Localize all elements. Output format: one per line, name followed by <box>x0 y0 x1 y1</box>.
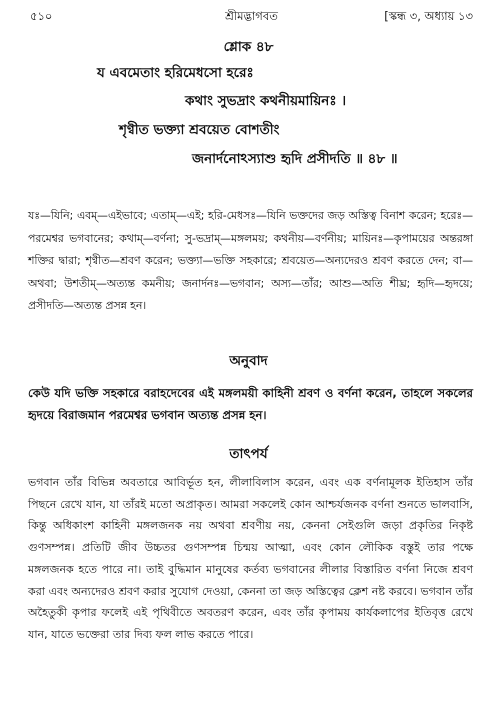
verse-line-3: শৃণ্বীত ভক্ত্যা শ্রবয়েত বোশতীং <box>119 122 280 138</box>
purport-heading: তাৎপর্য <box>229 446 268 462</box>
purport-paragraph: ভগবান তাঁর বিভিন্ন অবতারে আবির্ভূত হন, লীলাবিলাস করেন, এবং এক বর্ণনামূলক ইতিহাস তাঁর পিছনে রেখে যান, যা তাঁরই মতো অপ্রাকৃত। আমরা সকলেই কোন আশ্চর্যজনক বর্ণনা শুনতে ভালবাসি, কিন্তু অধিকাংশ কাহিনী মঙ্গলজনক নয় অথবা শ্রবণীয় নয়, কেননা সেইগুলি জড়া প্রকৃতির নিকৃষ্ট গুণসম্পন্ন। প্রতিটি জীব উচ্চতর গুণসম্পন্ন চিন্ময় আত্মা, এবং কোন লৌকিক বস্তুই তার পক্ষে মঙ্গলজনক হতে পারে না। তাই বুদ্ধিমান মানুষের কর্তব্য ভগবানের লীলার বিস্তারিত বর্ণনা নিজে শ্রবণ করা এবং অন্যদেরও শ্রবণ করার সুযোগ দেওয়া, কেননা তা জড় অস্তিত্বের ক্লেশ নষ্ট করবে। ভগবান তাঁর অহৈতুকী কৃপার ফলেই এই পৃথিবীতে অবতরণ করেন, এবং তাঁর কৃপাময় কার্যকলাপের ইতিবৃত্ত রেখে যান, যাতে ভক্তেরা তার দিব্য ফল লাভ করতে পারে। <box>28 476 473 641</box>
section-reference: [স্কন্ধ ৩, অধ্যায় ১৩ <box>384 9 473 23</box>
page-number: ৫১০ <box>30 9 53 23</box>
book-title: শ্রীমদ্ভাগবত <box>225 9 278 23</box>
verse-title: শ্লোক ৪৮ <box>223 39 274 55</box>
verse-line-4: জনার্দনোঽস্যাশু হৃদি প্রসীদতি ॥ ৪৮ ॥ <box>192 151 398 167</box>
verse-line-1: য এবমেতাং হরিমেধসো হরেঃ <box>97 65 254 81</box>
synonyms-paragraph: যঃ—যিনি; এবম্—এইভাবে; এতাম্—এই; হরি-মেধসঃ—যিনি ভক্তদের জড় অস্তিত্ব বিনাশ করেন; হরেঃ—পরমেশ্বর ভগবানের; কথাম্—বর্ণনা; সু-ভদ্রাম্—মঙ্গলময়; কথনীয়—বর্ণনীয়; মায়িনঃ—কৃপাময়ের অন্তরঙ্গা শক্তির দ্বারা; শৃণ্বীত—শ্রবণ করেন; ভক্ত্যা—ভক্তি সহকারে; শ্রবয়েত—অন্যদেরও শ্রবণ করতে দেন; বা—অথবা; উশতীম্—অত্যন্ত কমনীয়; জনার্দনঃ—ভগবান; অস্য—তাঁর; আশু—অতি শীঘ্র; হৃদি—হৃদয়ে; প্রসীদতি—অত্যন্ত প্রসন্ন হন। <box>28 209 473 312</box>
translation-paragraph: কেউ যদি ভক্তি সহকারে বরাহদেবের এই মঙ্গলময়ী কাহিনী শ্রবণ ও বর্ণনা করেন, তাহলে সকলের হৃদয়ে বিরাজমান পরমেশ্বর ভগবান অত্যন্ত প্রসন্ন হন। <box>28 386 473 422</box>
translation-heading: অনুবাদ <box>229 353 268 369</box>
running-head <box>30 6 473 26</box>
verse-line-2: কথাং সুভদ্রাং কথনীয়মায়িনঃ । <box>185 93 347 109</box>
